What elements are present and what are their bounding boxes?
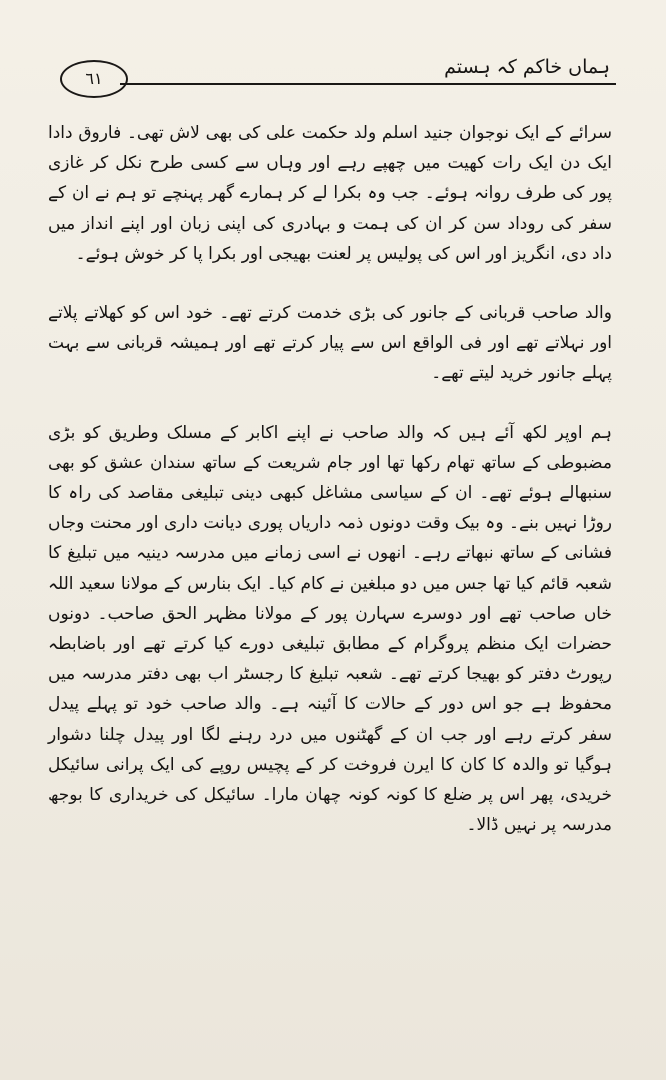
header-rule <box>120 83 616 85</box>
paragraph: ہم اوپر لکھ آئے ہیں کہ والد صاحب نے اپنے اکابر کے مسلک وطریق کو بڑی مضبوطی کے ساتھ تھام رکھا تھا اور جام شریعت کے ساتھ سندان عشق کو بھی سنبھالے ہوئے تھے۔ ان کے سیاسی مشاغل کبھی دینی تبلیغی مقاصد کی راہ کا روڑا نہیں بنے۔ وہ بیک وقت دونوں ذمہ داریاں پوری دیانت داری اور محنت وجاں فشانی کے ساتھ نبھاتے رہے۔ انھوں نے اسی زمانے میں مدرسہ دینیہ میں تبلیغ کا شعبہ قائم کیا تھا جس میں دو مبلغین نے کام کیا۔ ایک بنارس کے مولانا سعید اللہ خاں صاحب تھے اور دوسرے سہارن پور کے مولانا مظہر الحق صاحب۔ دونوں حضرات ایک منظم پروگرام کے مطابق تبلیغی دورے کیا کرتے تھے اور باضابطہ رپورٹ دفتر کو بھیجا کرتے تھے۔ شعبہ تبلیغ کا رجسٹر اب بھی دفتر مدرسہ میں محفوظ ہے جو اس دور کے حالات کا آئینہ ہے۔ والد صاحب خود تو پہلے پیدل سفر کرتے رہے اور جب ان کے گھٹنوں میں درد رہنے لگا اور پیدل چلنا دشوار ہوگیا تو والدہ کا کان کا ایرن فروخت کر کے پچیس روپے کی ایک پرانی سائیکل خریدی، پھر اس پر ضلع کا کونہ کونہ چھان مارا۔ سائیکل کی خریداری کا بوجھ مدرسہ پر نہیں ڈالا۔ <box>48 422 612 836</box>
running-title: ہماں خاکم کہ ہستم <box>444 56 610 78</box>
body-text <box>48 118 612 840</box>
paragraph: والد صاحب قربانی کے جانور کی بڑی خدمت کرتے تھے۔ خود اس کو کھلاتے پلاتے اور نہلاتے تھے اور فی الواقع اس سے پیار کرتے تھے اور ہمیشہ قربانی سے بہت پہلے جانور خرید لیتے تھے۔ <box>48 303 612 384</box>
paragraph: سرائے کے ایک نوجوان جنید اسلم ولد حکمت علی کی بھی لاش تھی۔ فاروق دادا ایک دن ایک رات کھیت میں چھپے رہے اور وہاں سے کسی طرح نکل کر غازی پور کی طرف روانہ ہوئے۔ جب وہ بکرا لے کر ہمارے گھر پہنچے تو ہم نے ان کے سفر کی روداد سن کر ان کی ہمت و بہادری کی اپنی زبان اور اپنے انداز میں داد دی، انگریز اور اس کی پولیس پر لعنت بھیجی اور بکرا پا کر خوش ہوئے۔ <box>48 123 612 264</box>
page-header <box>48 56 616 100</box>
page-number-oval: ٦١ <box>60 60 128 98</box>
